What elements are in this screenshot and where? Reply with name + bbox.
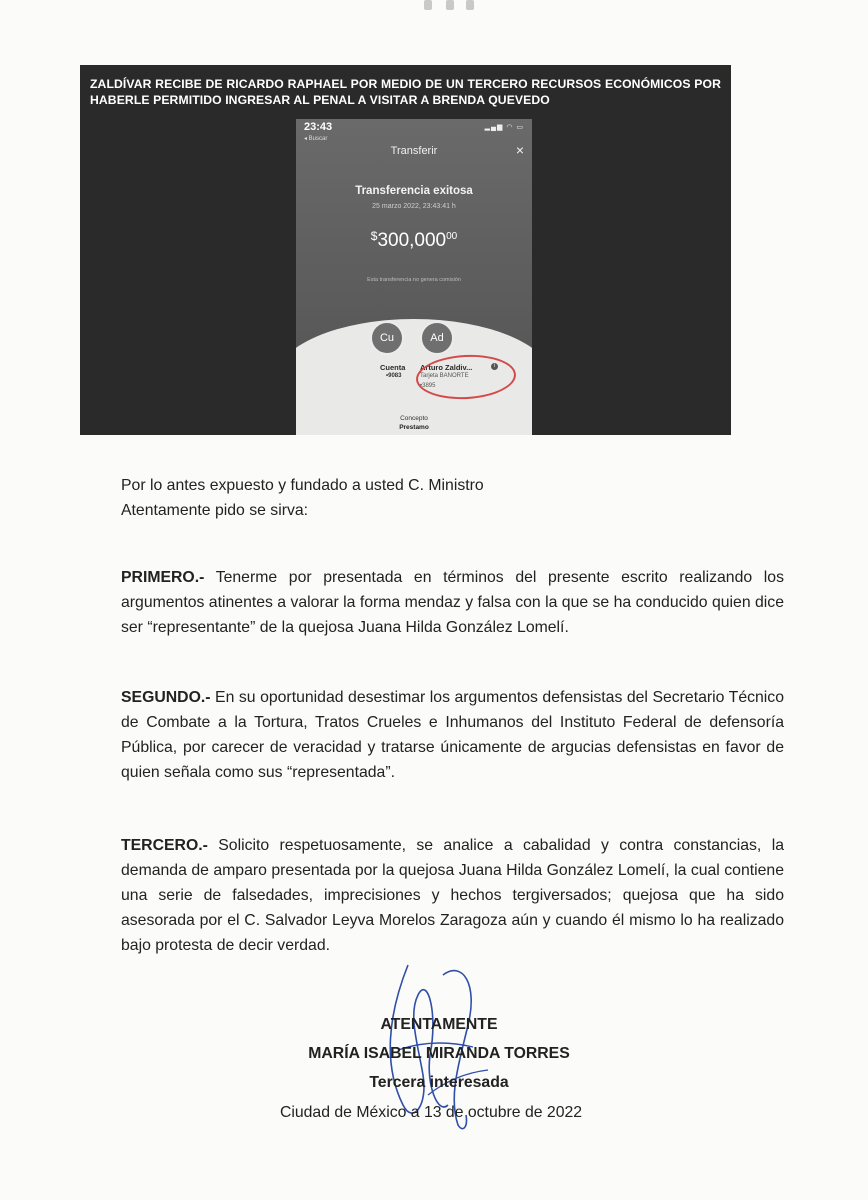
close-icon: × xyxy=(515,142,524,158)
battery-icon: ▭ xyxy=(516,124,524,131)
clause-text: Tenerme por presentada en términos del presente escrito realizando los argumentos atinentes a valorar la forma mendaz y falsa con la que se ha conducido quien dice ser “representante” de la quejosa Juana Hilda González Lomelí. xyxy=(121,569,784,636)
evidence-panel xyxy=(80,65,731,435)
avatar-to: Ad xyxy=(420,321,454,355)
clause-lead: PRIMERO.- xyxy=(121,569,205,586)
clause-segundo xyxy=(121,685,784,785)
amount-currency: $ xyxy=(370,229,378,243)
concept-label: Concepto xyxy=(400,415,428,422)
transfer-date: 25 marzo 2022, 23:43:41 h xyxy=(372,203,456,210)
from-account-label: Cuenta xyxy=(380,363,406,372)
clause-text: Solicito respetuosamente, se analice a cabalidad y contra constancias, la demanda de amparo presentada por la quejosa Juana Hilda González Lomelí, la cual contiene una serie de falsedades, imprecisiones y hechos tergiversados; quejosa que ha sido asesorada por el C. Salvador Leyva Morelos Zaragoza aún y cuando él mismo lo ha realizado bajo protesta de decir verdad. xyxy=(121,837,784,954)
clause-tercero xyxy=(121,833,784,958)
phone-status-icons xyxy=(485,123,524,131)
clause-lead: SEGUNDO.- xyxy=(121,689,211,706)
clause-lead: TERCERO.- xyxy=(121,837,208,854)
transfer-note: Esta transferencia no genera comisión xyxy=(367,277,461,283)
transfer-amount xyxy=(296,229,532,252)
avatar-from: Cu xyxy=(370,321,404,355)
clause-primero xyxy=(121,565,784,640)
clause-text: En su oportunidad desestimar los argumentos defensistas del Secretario Técnico de Combate a la Tortura, Tratos Crueles e Inhumanos del Instituto Federal de defensoría Pública, por carecer de veracidad y tratarse únicamente de argucias defensistas en favor de quien señala como sus “representada”. xyxy=(121,689,784,781)
intro-line: Atentamente pido se sirva: xyxy=(121,502,309,519)
phone-screenshot xyxy=(296,119,532,435)
evidence-caption: ZALDÍVAR RECIBE DE RICARDO RAPHAEL POR MEDIO DE UN TERCERO RECURSOS ECONÓMICOS POR HABERLE PERMITIDO INGRESAR AL PENAL A VISITAR A BRENDA QUEVEDO xyxy=(90,77,721,107)
phone-back-link: ◂ Buscar xyxy=(304,136,328,142)
concept-value: Prestamo xyxy=(399,424,429,431)
scan-mark xyxy=(424,0,432,10)
signer-role: Tercera interesada xyxy=(369,1074,509,1091)
signer-name: MARÍA ISABEL MIRANDA TORRES xyxy=(308,1045,570,1062)
to-account-name: Arturo Zaldiv... xyxy=(420,363,473,372)
amount-main: 300,000 xyxy=(377,230,447,251)
closing-text: ATENTAMENTE xyxy=(380,1016,498,1033)
to-account-number: •3895 xyxy=(420,383,436,389)
transfer-success-title: Transferencia exitosa xyxy=(355,185,473,197)
phone-header-title: Transferir xyxy=(390,145,438,157)
to-account-bank: Tarjeta BANORTE xyxy=(420,373,469,379)
scan-mark xyxy=(466,0,474,10)
intro-paragraph xyxy=(121,473,761,523)
signal-icon: ▂▄▆ xyxy=(484,124,504,131)
info-icon: i xyxy=(491,363,498,370)
amount-cents: 00 xyxy=(446,231,458,242)
intro-line: Por lo antes expuesto y fundado a usted C. Ministro xyxy=(121,477,484,494)
from-account-number: •9083 xyxy=(386,373,402,379)
wifi-icon: ◠ xyxy=(506,124,514,131)
place-date: Ciudad de México a 13 de octubre de 2022 xyxy=(279,1104,583,1121)
scan-mark xyxy=(446,0,454,10)
phone-time: 23:43 xyxy=(304,121,333,133)
